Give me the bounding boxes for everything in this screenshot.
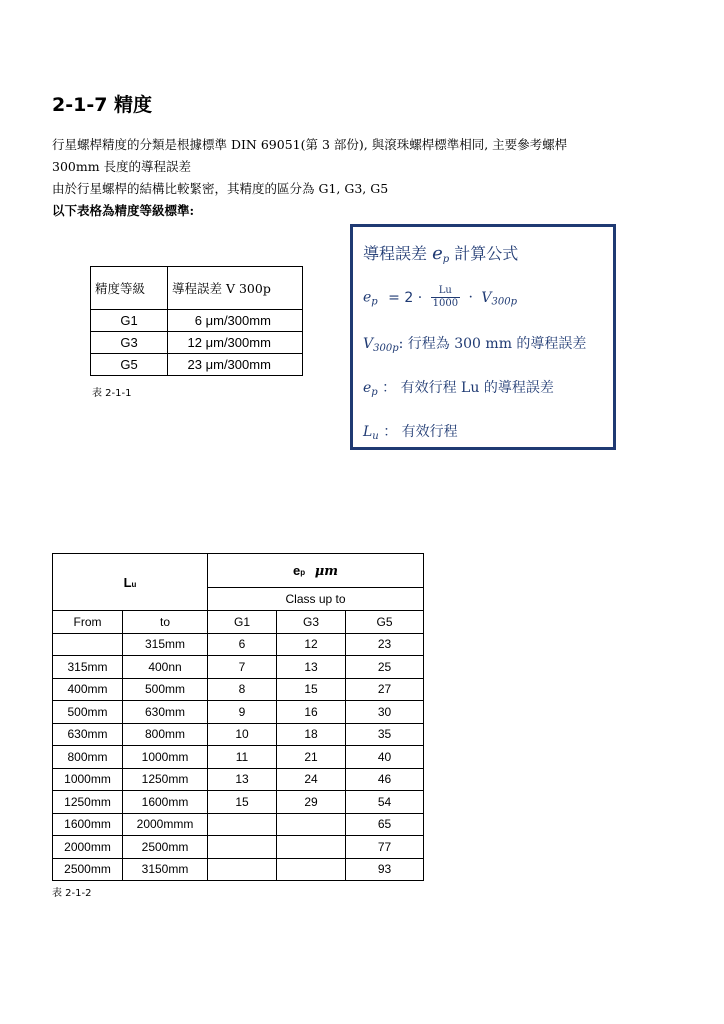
formula-def-lu: $L_u$ ： 有效行程 xyxy=(363,424,458,442)
to-cell: 400nn xyxy=(123,656,208,679)
header-class-up-to: Class up to xyxy=(208,588,424,611)
table-row xyxy=(53,656,424,679)
g1-cell: 13 xyxy=(208,768,277,791)
from-cell: 800mm xyxy=(53,746,123,769)
g5-cell: 35 xyxy=(346,723,424,746)
table-header-row xyxy=(91,267,303,310)
from-cell: 1000mm xyxy=(53,768,123,791)
header-g5: G5 xyxy=(346,611,424,634)
g5-cell: 30 xyxy=(346,701,424,724)
table-row xyxy=(53,836,424,859)
to-cell: 315mm xyxy=(123,633,208,656)
table-row xyxy=(53,768,424,791)
g1-cell: 11 xyxy=(208,746,277,769)
g5-cell: 23 xyxy=(346,633,424,656)
from-cell xyxy=(53,633,123,656)
error-cell: 23 μm/300mm xyxy=(168,354,303,376)
header-to: to xyxy=(123,611,208,634)
g5-cell: 65 xyxy=(346,813,424,836)
g3-cell: 15 xyxy=(277,678,346,701)
header-g1: G1 xyxy=(208,611,277,634)
g1-cell: 7 xyxy=(208,656,277,679)
from-cell: 500mm xyxy=(53,701,123,724)
table-row xyxy=(53,746,424,769)
grade-cell: G1 xyxy=(91,310,168,332)
g5-cell: 54 xyxy=(346,791,424,814)
header-grade: 精度等級 xyxy=(91,267,168,310)
to-cell: 2500mm xyxy=(123,836,208,859)
table-row xyxy=(91,310,303,332)
g1-cell: 6 xyxy=(208,633,277,656)
g3-cell: 29 xyxy=(277,791,346,814)
table-row xyxy=(53,633,424,656)
g3-cell: 16 xyxy=(277,701,346,724)
table-row xyxy=(53,723,424,746)
formula-box xyxy=(350,224,616,450)
paragraph-line-4: 以下表格為精度等級標準: xyxy=(52,203,195,218)
g1-cell xyxy=(208,836,277,859)
to-cell: 2000mmm xyxy=(123,813,208,836)
g3-cell: 12 xyxy=(277,633,346,656)
g3-cell: 18 xyxy=(277,723,346,746)
from-cell: 2500mm xyxy=(53,858,123,881)
from-cell: 315mm xyxy=(53,656,123,679)
grade-cell: G3 xyxy=(91,332,168,354)
table-row xyxy=(91,332,303,354)
g5-cell: 40 xyxy=(346,746,424,769)
header-ep: ep μm xyxy=(208,554,424,588)
from-cell: 400mm xyxy=(53,678,123,701)
formula-title: 導程誤差 $e_p$ 計算公式 xyxy=(363,243,519,265)
g3-cell xyxy=(277,836,346,859)
from-cell: 1600mm xyxy=(53,813,123,836)
to-cell: 800mm xyxy=(123,723,208,746)
g3-cell: 21 xyxy=(277,746,346,769)
paragraph-line-3: 由於行星螺桿的結構比較緊密，其精度的區分為 G1, G3, G5 xyxy=(52,181,389,196)
to-cell: 630mm xyxy=(123,701,208,724)
grade-cell: G5 xyxy=(91,354,168,376)
g5-cell: 77 xyxy=(346,836,424,859)
from-cell: 1250mm xyxy=(53,791,123,814)
table-row xyxy=(53,813,424,836)
header-from: From xyxy=(53,611,123,634)
to-cell: 1600mm xyxy=(123,791,208,814)
formula-def-ep: $e_p$ ： 有效行程 Lu 的導程誤差 xyxy=(363,380,554,398)
header-lu: Lu xyxy=(53,554,208,611)
table-row xyxy=(53,701,424,724)
header-lead-error: 導程誤差 V 300p xyxy=(168,267,303,310)
g5-cell: 46 xyxy=(346,768,424,791)
g3-cell xyxy=(277,813,346,836)
g1-cell: 15 xyxy=(208,791,277,814)
g3-cell xyxy=(277,858,346,881)
precision-grade-table xyxy=(90,266,303,376)
formula-fraction: $\frac{Lu}{1000}$ xyxy=(432,285,459,309)
table-header-row xyxy=(53,554,424,588)
table-row xyxy=(91,354,303,376)
ep-tolerance-table xyxy=(52,553,424,881)
table-row xyxy=(53,791,424,814)
g3-cell: 13 xyxy=(277,656,346,679)
to-cell: 500mm xyxy=(123,678,208,701)
table-header-row xyxy=(53,611,424,634)
formula-def-v300p: $V_{300p}$: 行程為 300 mm 的導程誤差 xyxy=(363,336,587,354)
ep-table-body xyxy=(53,633,424,881)
g1-cell xyxy=(208,813,277,836)
g1-cell: 10 xyxy=(208,723,277,746)
table-caption-2: 表 2-1-2 xyxy=(52,888,92,899)
paragraph-line-1: 行星螺桿精度的分類是根據標準 DIN 69051(第 3 部份), 與滾珠螺桿標準相同, 主要參考螺桿 xyxy=(52,137,568,152)
g1-cell xyxy=(208,858,277,881)
paragraph-line-2: 300mm 長度的導程誤差 xyxy=(52,159,192,174)
g1-cell: 8 xyxy=(208,678,277,701)
to-cell: 1250mm xyxy=(123,768,208,791)
from-cell: 2000mm xyxy=(53,836,123,859)
to-cell: 1000mm xyxy=(123,746,208,769)
section-heading: 2-1-7 精度 xyxy=(52,94,153,116)
error-cell: 6 μm/300mm xyxy=(168,310,303,332)
g3-cell: 24 xyxy=(277,768,346,791)
table-row xyxy=(53,858,424,881)
formula-equation: $e_p = 2$ · $\frac{Lu}{1000}$ · $V_{300p}$ xyxy=(363,285,518,309)
g5-cell: 25 xyxy=(346,656,424,679)
g5-cell: 27 xyxy=(346,678,424,701)
from-cell: 630mm xyxy=(53,723,123,746)
table-row xyxy=(53,678,424,701)
to-cell: 3150mm xyxy=(123,858,208,881)
g1-cell: 9 xyxy=(208,701,277,724)
error-cell: 12 μm/300mm xyxy=(168,332,303,354)
g5-cell: 93 xyxy=(346,858,424,881)
table-caption-1: 表 2-1-1 xyxy=(92,388,132,399)
header-g3: G3 xyxy=(277,611,346,634)
